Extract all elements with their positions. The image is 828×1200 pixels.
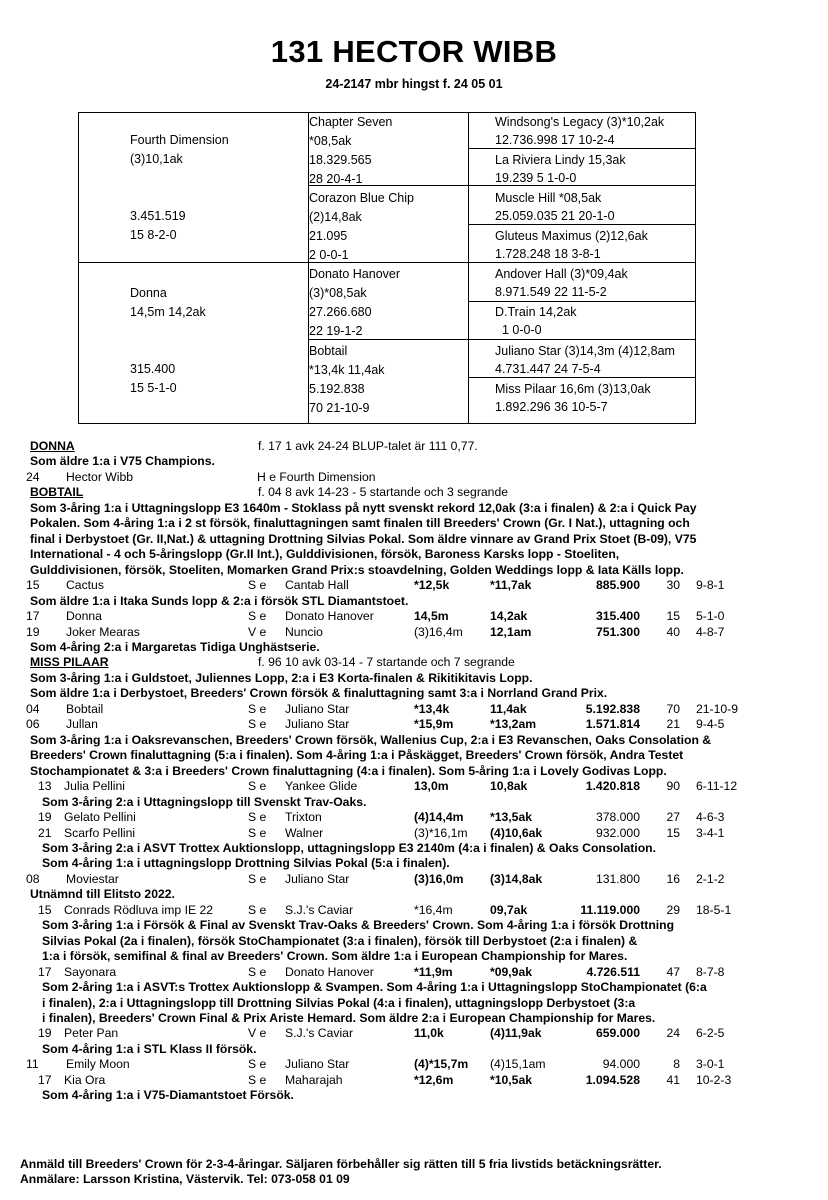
grandsire-1-name: Chapter Seven (309, 115, 393, 129)
offspring-record: *13,4k (414, 701, 450, 716)
race-note-text: Som äldre 1:a i Derbystoet, Breeders' Crown försök & finaluttagning samt 3:a i Norrland Grand Prix. (30, 686, 608, 701)
offspring-sex: V e (248, 624, 267, 639)
race-note-text: i finalen), 2:a i Uttagningslopp till Drottning Silvias Pokal (4:a i finalen), uttagningslopp Derbystoet (3:a (42, 995, 636, 1010)
ggp-1-name: Windsong's Legacy (3)*10,2ak (495, 115, 665, 129)
offspring-starts: 15 (666, 609, 680, 624)
race-note (0, 748, 828, 764)
granddam-2-earnings: 5.192.838 (309, 382, 365, 396)
offspring-record: 11,0k (414, 1026, 444, 1041)
offspring-earnings: 751.300 (595, 624, 640, 639)
offspring-number: 11 (26, 1057, 39, 1072)
offspring-starts: 30 (666, 578, 680, 593)
offspring-row (0, 625, 828, 641)
offspring-placings: 8-7-8 (696, 964, 725, 979)
race-note-text: Som 3-åring 1:a i Uttagningslopp E3 1640m - Stoklass på nytt svenskt rekord 12,0ak (3:a i finalen) & 2:a i Quick Pay (30, 500, 697, 515)
race-note (0, 733, 828, 749)
offspring-starts: 27 (666, 810, 680, 825)
ggp-5-stats: 8.971.549 22 11-5-2 (495, 285, 607, 299)
ggp-7-stats: 4.731.447 24 7-5-4 (495, 362, 601, 376)
offspring-sire: Juliano Star (285, 1057, 350, 1072)
offspring-placings: 2-1-2 (696, 871, 725, 886)
race-note (0, 686, 828, 702)
offspring-record-auto: (3)14,8ak (490, 871, 543, 886)
offspring-sex: S e (248, 964, 267, 979)
offspring-info: H e Fourth Dimension (257, 469, 376, 484)
offspring-row (0, 779, 828, 795)
offspring-earnings: 1.094.528 (585, 1072, 640, 1087)
horse-title: 131 HECTOR WIBB (270, 34, 558, 69)
race-note (0, 934, 828, 950)
offspring-sex: S e (248, 779, 267, 794)
offspring-placings: 4-6-3 (696, 810, 725, 825)
offspring-placings: 5-1-0 (696, 609, 725, 624)
dam-name: DONNA (30, 439, 75, 453)
race-note (0, 949, 828, 965)
offspring-record: (3)16,4m (414, 624, 463, 639)
offspring-row (0, 872, 828, 888)
offspring-record: *15,9m (414, 717, 454, 732)
grandsire-2-name: Donato Hanover (309, 267, 401, 281)
ggp-3-name: Muscle Hill *08,5ak (495, 191, 602, 205)
race-note-text: Som 4-åring 1:a i V75-Diamantstoet Försök. (42, 1088, 294, 1103)
race-note (0, 1011, 828, 1027)
offspring-starts: 90 (666, 779, 680, 794)
race-note-text: Som 3-åring 1:a i Oaksrevanschen, Breeders' Crown försök, Wallenius Cup, 2:a i E3 Revanschen, Oaks Consolation & (30, 732, 712, 747)
race-note-text: Gulddivisionen, försök, Stoeliten, Momarken Grand Prix:s stoavdelning, Golden Weddings lopp & Iata Källs lopp. (30, 562, 684, 577)
offspring-earnings: 11.119.000 (580, 902, 640, 917)
race-note-text: International - 4 och 5-åringslopp (Gr.II Int.), Gulddivisionen, försök, Baroness Karsks lopp - Stoeliten, (30, 547, 620, 562)
offspring-placings: 21-10-9 (696, 701, 739, 716)
race-note (0, 887, 828, 903)
granddam-1-earnings: 21.095 (309, 229, 348, 243)
offspring-number: 19 (38, 1026, 52, 1041)
offspring-sire: Donato Hanover (285, 964, 374, 979)
dam-header (0, 655, 828, 671)
offspring-record: (4)*15,7m (414, 1057, 469, 1072)
grandsire-1-earnings: 18.329.565 (309, 153, 372, 167)
offspring-number: 17 (26, 609, 40, 624)
offspring-record-auto: *13,2am (490, 717, 537, 732)
dam-record: 14,5m 14,2ak (130, 305, 206, 319)
offspring-sire: Cantab Hall (285, 578, 349, 593)
race-note-text: Som 3-åring 2:a i Uttagningslopp till Svenskt Trav-Oaks. (42, 794, 367, 809)
ggp-4-stats: 1.728.248 18 3-8-1 (495, 247, 601, 261)
offspring-placings: 6-2-5 (696, 1026, 725, 1041)
granddam-2-name: Bobtail (309, 344, 348, 358)
race-note-text: Som 4-åring 1:a i STL Klass II försök. (42, 1041, 257, 1056)
ggp-2-stats: 19.239 5 1-0-0 (495, 171, 577, 185)
offspring-placings: 4-8-7 (696, 624, 725, 639)
granddam-2-record: *13,4k 11,4ak (309, 363, 385, 377)
offspring-number: 15 (26, 578, 40, 593)
ggp-6-stats: 1 0-0-0 (495, 323, 542, 337)
ggp-1-stats: 12.736.998 17 10-2-4 (495, 133, 615, 147)
offspring-earnings: 131.800 (595, 871, 640, 886)
offspring-name: Cactus (66, 578, 104, 593)
dam-info: f. 17 1 avk 24-24 BLUP-talet är 111 0,77. (258, 439, 478, 453)
ggp-4-name: Gluteus Maximus (2)12,6ak (495, 229, 648, 243)
offspring-sire: Donato Hanover (285, 609, 374, 624)
offspring-record: *12,5k (414, 578, 450, 593)
offspring-earnings: 94.000 (602, 1057, 640, 1072)
offspring-starts: 29 (666, 902, 680, 917)
dam-earnings: 315.400 (130, 362, 176, 376)
offspring-earnings: 885.900 (595, 578, 640, 593)
offspring-name: Sayonara (64, 964, 117, 979)
race-note-text: i finalen), Breeders' Crown Final & Prix Ariste Hemard. Som äldre 2:a i European Championship for Mares. (42, 1011, 656, 1026)
granddam-2-stats: 70 21-10-9 (309, 401, 370, 415)
offspring-row (0, 702, 828, 718)
dam-info: f. 04 8 avk 14-23 - 5 startande och 3 segrande (258, 485, 509, 500)
footer-contact: Anmälare: Larsson Kristina, Västervik. Tel: 073-058 01 09 (20, 1172, 350, 1186)
offspring-sire: Trixton (285, 810, 322, 825)
race-note-text: Pokalen. Som 4-åring 1:a i 2 st försök, finaluttagningen samt finalen till Breeders' Crown (Gr. I Nat.), uttagning och (30, 516, 690, 531)
offspring-name: Peter Pan (64, 1026, 119, 1041)
sire-record: (3)10,1ak (130, 152, 183, 166)
offspring-record: 13,0m (414, 779, 449, 794)
race-note (0, 563, 828, 579)
ggp-2-name: La Riviera Lindy 15,3ak (495, 153, 626, 167)
offspring-record-auto: (4)11,9ak (490, 1026, 542, 1041)
race-note (0, 1088, 828, 1104)
offspring-sire: Juliano Star (285, 871, 350, 886)
offspring-number: 21 (38, 825, 52, 840)
race-note (0, 856, 828, 872)
race-note-text: Som äldre 1:a i V75 Champions. (30, 454, 215, 469)
offspring-number: 17 (38, 1072, 52, 1087)
offspring-record: (3)*16,1m (414, 825, 468, 840)
race-note (0, 996, 828, 1012)
race-note-text: Silvias Pokal (2a i finalen), försök StoChampionatet (3:a i finalen), försök till Derbystoet (2:a i finalen) & (42, 933, 638, 948)
offspring-number: 06 (26, 717, 40, 732)
race-note (0, 980, 828, 996)
offspring-sire: Yankee Glide (285, 779, 358, 794)
sire-earnings: 3.451.519 (130, 209, 186, 223)
dam-info: f. 96 10 avk 03-14 - 7 startande och 7 segrande (258, 655, 515, 670)
offspring-sire: Juliano Star (285, 701, 350, 716)
offspring-sire: Walner (285, 825, 324, 840)
offspring-name: Donna (66, 609, 102, 624)
race-note-text: Som 3-åring 1:a i Guldstoet, Juliennes Lopp, 2:a i E3 Korta-finalen & Rikitikitavis Lopp. (30, 670, 533, 685)
offspring-record: (3)16,0m (414, 871, 464, 886)
race-note (0, 671, 828, 687)
race-note (0, 640, 828, 656)
offspring-record: *11,9m (414, 964, 453, 979)
race-note-text: Breeders' Crown finaluttagning (5:a i finalen). Som 4-åring 1:a i Påskägget, Breeders' Crown försök, Andra Testet (30, 748, 684, 763)
offspring-sex: S e (248, 1072, 267, 1087)
race-note (0, 1042, 828, 1058)
offspring-record-auto: *11,7ak (490, 578, 532, 593)
race-note-text: final i Derbystoet (Gr. II,Nat.) & uttagning Drottning Silvias Pokal. Som äldre vinnare av Grand Prix Stoet (B-09), V75 (30, 531, 697, 546)
race-note (0, 841, 828, 857)
race-note (0, 795, 828, 811)
race-note (0, 454, 828, 470)
offspring-sex: S e (248, 871, 267, 886)
offspring-sire: S.J.'s Caviar (285, 1026, 354, 1041)
grandsire-2-record: (3)*08,5ak (309, 286, 367, 300)
offspring-placings: 9-4-5 (696, 717, 725, 732)
offspring-row (0, 1026, 828, 1042)
race-note-text: Som 4-åring 2:a i Margaretas Tidiga Unghästserie. (30, 639, 320, 654)
offspring-number: 04 (26, 701, 40, 716)
dam-stats: 15 5-1-0 (130, 381, 177, 395)
offspring-number: 15 (38, 902, 52, 917)
race-note (0, 532, 828, 548)
grandsire-2-stats: 22 19-1-2 (309, 324, 363, 338)
offspring-name: Kia Ora (64, 1072, 106, 1087)
offspring-name: Moviestar (66, 871, 119, 886)
offspring-starts: 24 (666, 1026, 680, 1041)
offspring-name: Gelato Pellini (64, 810, 136, 825)
race-note (0, 516, 828, 532)
race-note-text: Som 4-åring 1:a i uttagningslopp Drottning Silvias Pokal (5:a i finalen). (42, 856, 450, 871)
offspring-record-auto: 14,2ak (490, 609, 528, 624)
granddam-1-stats: 2 0-0-1 (309, 248, 349, 262)
offspring-placings: 9-8-1 (696, 578, 725, 593)
offspring-record: *12,6m (414, 1072, 454, 1087)
race-note-text: Som 3-åring 1:a i Försök & Final av Svenskt Trav-Oaks & Breeders' Crown. Som 4-åring 1:a i försök Drottning (42, 918, 675, 933)
offspring-sex: S e (248, 717, 267, 732)
offspring-record: (4)14,4m (414, 810, 464, 825)
offspring-row (0, 1073, 828, 1089)
offspring-sex: S e (248, 810, 267, 825)
dam-name: BOBTAIL (30, 485, 84, 500)
offspring-earnings: 378.000 (595, 810, 640, 825)
offspring-sex: S e (248, 1057, 267, 1072)
offspring-sex: S e (248, 902, 267, 917)
dam-name: Donna (130, 286, 167, 300)
offspring-placings: 6-11-12 (696, 779, 738, 794)
offspring-row (0, 810, 828, 826)
offspring-earnings: 4.726.511 (586, 964, 640, 979)
offspring-row (0, 903, 828, 919)
offspring-placings: 3-4-1 (696, 825, 725, 840)
offspring-record-auto: 09,7ak (490, 902, 528, 917)
race-note-text: 1:a i försök, semifinal & final av Breeders' Crown. Som äldre 1:a i European Championship for Mares. (42, 949, 628, 964)
ggp-6-name: D.Train 14,2ak (495, 305, 577, 319)
ggp-3-stats: 25.059.035 21 20-1-0 (495, 209, 615, 223)
race-note-text: Utnämnd till Elitsto 2022. (30, 887, 175, 902)
offspring-record-auto: 10,8ak (490, 779, 528, 794)
dam-header (0, 485, 828, 501)
granddam-1-name: Corazon Blue Chip (309, 191, 414, 205)
offspring-record-auto: *10,5ak (490, 1072, 533, 1087)
offspring-earnings: 1.571.814 (585, 717, 640, 732)
offspring-name: Jullan (66, 717, 98, 732)
race-note (0, 918, 828, 934)
offspring-name: Conrads Rödluva imp IE 22 (64, 902, 214, 917)
race-note-text: Stochampionatet & 3:a i Breeders' Crown finaluttagning (4:a i finalen). Som 5-åring 1:a i Lovely Godivas Lopp. (30, 763, 667, 778)
offspring-placings: 18-5-1 (696, 902, 732, 917)
offspring-sire: S.J.'s Caviar (285, 902, 354, 917)
offspring-row (0, 578, 828, 594)
race-note-text: Som 2-åring 1:a i ASVT:s Trottex Auktionslopp & Svampen. Som 4-åring 1:a i Uttagningslopp StoChampionatet (6:a (42, 980, 707, 995)
ggp-8-stats: 1.892.296 36 10-5-7 (495, 400, 608, 414)
offspring-number: 24 (26, 469, 40, 484)
offspring-number: 13 (38, 779, 52, 794)
race-note-text: Som 3-åring 2:a i ASVT Trottex Auktionslopp, uttagningslopp E3 2140m (4:a i finalen) & Oaks Consolation. (42, 840, 656, 855)
offspring-row (0, 826, 828, 842)
offspring-starts: 15 (666, 825, 680, 840)
offspring-placings: 3-0-1 (696, 1057, 725, 1072)
offspring-sex: S e (248, 609, 267, 624)
offspring-earnings: 659.000 (595, 1026, 640, 1041)
offspring-record-auto: *09,9ak (490, 964, 533, 979)
offspring-row (0, 717, 828, 733)
ggp-7-name: Juliano Star (3)14,3m (4)12,8am (495, 344, 675, 358)
offspring-number: 17 (38, 964, 52, 979)
ggp-5-name: Andover Hall (3)*09,4ak (495, 267, 628, 281)
offspring-name: Emily Moon (66, 1057, 130, 1072)
offspring-name: Hector Wibb (66, 469, 134, 484)
offspring-starts: 41 (666, 1072, 680, 1087)
race-note (0, 547, 828, 563)
granddam-1-record: (2)14,8ak (309, 210, 362, 224)
offspring-sex: S e (248, 578, 267, 593)
offspring-earnings: 1.420.818 (585, 779, 640, 794)
race-note-text: Som äldre 1:a i Itaka Sunds lopp & 2:a i försök STL Diamantstoet. (30, 593, 409, 608)
grandsire-2-earnings: 27.266.680 (309, 305, 372, 319)
offspring-sire: Maharajah (285, 1072, 343, 1087)
offspring-record-auto: (4)15,1am (490, 1057, 546, 1072)
offspring-name: Joker Mearas (66, 624, 140, 639)
ggp-8-name: Miss Pilaar 16,6m (3)13,0ak (495, 382, 651, 396)
offspring-sex: S e (248, 701, 267, 716)
offspring-row (0, 609, 828, 625)
horse-subtitle: 24-2147 mbr hingst f. 24 05 01 (325, 77, 503, 91)
offspring-sex: S e (248, 825, 267, 840)
sire-name: Fourth Dimension (130, 133, 229, 147)
offspring-placings: 10-2-3 (696, 1072, 732, 1087)
offspring-earnings: 5.192.838 (585, 701, 640, 716)
offspring-record-auto: 11,4ak (490, 701, 527, 716)
offspring-earnings: 315.400 (595, 609, 640, 624)
race-note (0, 764, 828, 780)
offspring-sex: V e (248, 1026, 267, 1041)
dam-name: MISS PILAAR (30, 655, 109, 670)
offspring-name: Scarfo Pellini (64, 825, 136, 840)
offspring-earnings: 932.000 (595, 825, 640, 840)
offspring-row (0, 470, 828, 486)
offspring-starts: 16 (666, 871, 680, 886)
footer-note: Anmäld till Breeders' Crown för 2-3-4-åringar. Säljaren förbehåller sig rätten till 5 fria livstids betäckningsrätter. (20, 1157, 662, 1171)
grandsire-1-stats: 28 20-4-1 (309, 172, 363, 186)
offspring-record-auto: (4)10,6ak (490, 825, 543, 840)
sire-stats: 15 8-2-0 (130, 228, 177, 242)
offspring-number: 19 (26, 624, 40, 639)
offspring-number: 08 (26, 871, 40, 886)
offspring-number: 19 (38, 810, 52, 825)
grandsire-1-record: *08,5ak (309, 134, 352, 148)
offspring-row (0, 965, 828, 981)
offspring-starts: 21 (666, 717, 680, 732)
offspring-record: 14,5m (414, 609, 449, 624)
offspring-starts: 47 (666, 964, 680, 979)
offspring-record-auto: 12,1am (490, 624, 532, 639)
dam-header (0, 439, 828, 455)
offspring-starts: 70 (666, 701, 680, 716)
offspring-sire: Juliano Star (285, 717, 350, 732)
offspring-record-auto: *13,5ak (490, 810, 533, 825)
race-note (0, 501, 828, 517)
offspring-name: Bobtail (66, 701, 104, 716)
offspring-starts: 8 (673, 1057, 680, 1072)
race-note (0, 594, 828, 610)
offspring-starts: 40 (666, 624, 680, 639)
offspring-row (0, 1057, 828, 1073)
offspring-name: Julia Pellini (64, 779, 125, 794)
offspring-sire: Nuncio (285, 624, 323, 639)
offspring-record: *16,4m (414, 902, 453, 917)
